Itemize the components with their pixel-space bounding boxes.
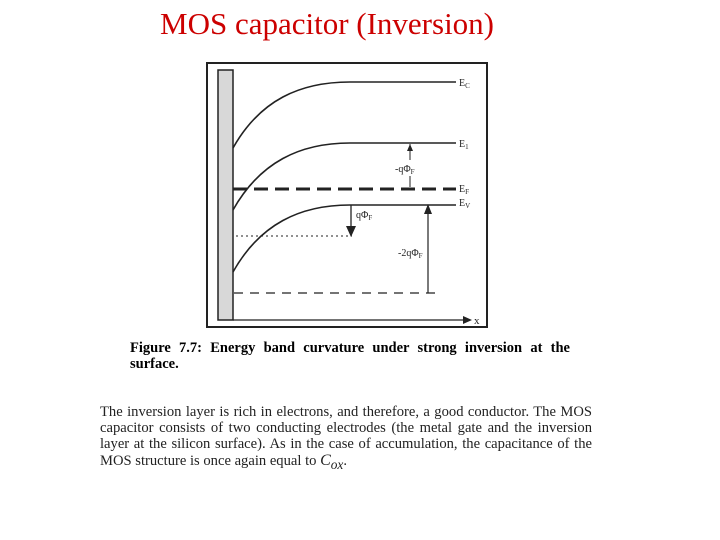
body-paragraph (100, 404, 592, 473)
neg-2q-phi-f-label: $-2q\Phi_F$ (398, 248, 423, 260)
ec-band-curve (233, 82, 456, 148)
ev-band-curve (233, 205, 456, 272)
diagram-frame (207, 63, 487, 327)
x-axis-label: x (474, 315, 480, 327)
oxide-layer (218, 70, 233, 320)
ev-label: $E_V$ (459, 198, 471, 210)
slide-title: MOS capacitor (Inversion) (160, 6, 495, 41)
cox-symbol: $C_{ox}$ (320, 451, 344, 472)
ei-label: $E_1$ (459, 139, 469, 151)
ec-label: $E_C$ (459, 78, 470, 90)
end-punctuation: . (343, 452, 347, 469)
figure-caption-text: : Energy band curvature under strong inversion at the surface. (130, 340, 570, 372)
neg-q-phi-f-label: $-q\Phi_F$ (395, 164, 415, 176)
ei-band-curve (233, 143, 456, 210)
neg-q-phi-f-arrow-head (407, 144, 413, 151)
figure-caption (130, 340, 570, 372)
q-phi-f-label: $q\Phi_F$ (356, 210, 373, 222)
ef-label: $E_F$ (459, 184, 470, 196)
q-phi-f-arrow-head (346, 226, 356, 237)
x-axis-arrow (463, 316, 472, 324)
body-paragraph-text: The inversion layer is rich in electrons, and therefore, a good conductor. The MOS capacitor consists of two conducting electrodes (the metal gate and the inversion layer at the silicon surface). As in the case of accumulation, the capacitance of the MOS structure is once again equal to (100, 404, 592, 469)
figure-label: Figure 7.7 (130, 340, 198, 356)
